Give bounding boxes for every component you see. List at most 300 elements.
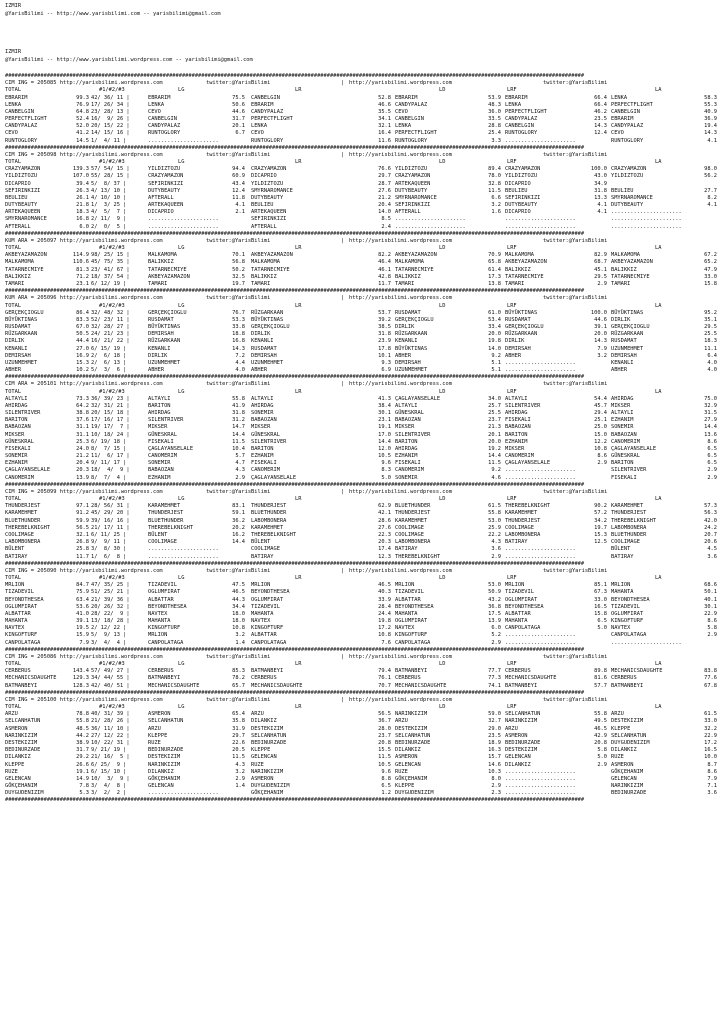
la-value: 6.5 (707, 460, 717, 467)
lrf-name: DEMIRSAH (505, 345, 531, 352)
lr-name: CANBELGIN (251, 94, 280, 101)
horse-name: OGLUMFIRAT (5, 603, 38, 610)
lr-value: 23.7 (378, 732, 391, 739)
placings: 4/ 13/ 10 | (91, 187, 127, 194)
horse-name: CRAZYAMAZON (5, 166, 41, 173)
la-name: CRAZYAMAZON (611, 166, 647, 173)
ld-value: 53.0 (488, 582, 501, 589)
total-score: 21.8 (76, 202, 89, 209)
lg-value: 16.2 (232, 532, 245, 538)
la-value: 58.3 (704, 94, 717, 101)
lr-name: YILDIZTOZU (251, 180, 284, 187)
ld-value: 19.2 (488, 445, 501, 452)
la-name: KENANLI (611, 359, 634, 366)
lg-name: FISEKALI (148, 438, 174, 445)
lg-value: 14.4 (232, 539, 245, 546)
lrf-value: 54.4 (594, 395, 607, 402)
lr-name: LABOMBONERA (251, 517, 287, 524)
lr-name: CANOMERIM (251, 467, 280, 474)
blog-url: http://yarisbilimi.wordpress.com (349, 295, 452, 302)
lrf-name: DICAPRIO (505, 180, 531, 187)
ld-value: 6.6 (491, 194, 501, 201)
total-score: 44.4 (76, 338, 89, 345)
ld-name: SELCANHATUN (395, 732, 431, 739)
lr-name: MALKAMOMA (251, 259, 280, 266)
lr-value: 30.1 (378, 410, 391, 417)
table-row (5, 102, 717, 109)
lr-value: 23.1 (378, 417, 391, 424)
lg-value: 18.0 (232, 618, 245, 625)
lr-value: 15.5 (378, 747, 391, 754)
lrf-value: 15.3 (594, 532, 607, 538)
la-value: 30.1 (704, 603, 717, 610)
lr-value: 23.9 (378, 338, 391, 345)
lr-name: BÜYÜKTINAS (251, 316, 284, 323)
lr-value: 38.5 (378, 324, 391, 331)
lrf-name: BEULIEU (505, 187, 528, 194)
horse-name: AHIRDAG (5, 402, 28, 409)
lg-name: TAMARI (148, 280, 168, 287)
placings: 17/ 16/ 17 | (91, 417, 130, 424)
total-score: 143.4 (72, 668, 89, 675)
horse-name: BLUETHUNDER (5, 517, 41, 524)
table-row (5, 582, 717, 589)
lr-name: MRLION (251, 582, 271, 589)
horse-name: PERFECTFLIGHT (5, 116, 47, 123)
lg-name: CERBERUS (148, 668, 174, 675)
lr-name: DUYGUDENIZIM (251, 783, 290, 790)
horse-name: RUZE (5, 768, 18, 775)
la-name: CANPOLATAGA (611, 632, 647, 639)
lrf-name: ...................... (505, 632, 576, 639)
horse-name: GÜNESKRAL (5, 438, 34, 445)
placings: 2/ 6/ 13 | (91, 359, 127, 366)
lg-value: 10.4 (232, 445, 245, 452)
lr-name: BEDINURZADE (251, 739, 287, 746)
ld-value: 1.6 (491, 209, 501, 216)
blog-url: http://yarisbilimi.wordpress.com (349, 567, 452, 574)
lg-value: 3.2 (235, 768, 245, 775)
lr-name: SEFIRINKIZI (251, 216, 287, 223)
lg-value: 65.4 (232, 711, 245, 718)
lrf-name: GERÇEKÇIOGLU (505, 324, 544, 331)
col-lg: LG (178, 87, 185, 94)
la-value: 83.8 (704, 668, 717, 675)
lg-value: 31.7 (232, 116, 245, 123)
twitter-handle: twitter:@YarisBilimi (206, 295, 271, 302)
horse-name: BEULIEU (5, 194, 28, 201)
column-headers (5, 661, 717, 668)
la-name: KLEPPE (611, 725, 631, 732)
lr-value: 20.4 (378, 202, 391, 209)
col-ld: LD (439, 388, 446, 395)
race-block-8 (5, 697, 717, 797)
horse-name: YILDIZTOZU (5, 173, 38, 180)
horse-name: DIRLIK (5, 338, 25, 345)
lrf-value: 68.7 (594, 259, 607, 266)
ld-name: RUNTOGLORY (395, 137, 428, 144)
lrf-name: MIKSER (505, 445, 525, 452)
placings: 3/ 8/ 30 | (91, 546, 127, 553)
col-total: TOTAL (5, 496, 22, 503)
col-la: LA (655, 575, 662, 582)
ld-value: 16.3 (488, 747, 501, 754)
horse-name: BATMANBEYI (5, 682, 38, 689)
lr-name: DILANKIZ (251, 718, 277, 725)
total-score: 38.8 (76, 410, 89, 417)
race-code: CIM ING = 205099 http://yarisbilimi.wordpress.com (5, 488, 163, 495)
blog-url: http://yarisbilimi.wordpress.com (349, 381, 452, 388)
lrf-value: 12.4 (594, 130, 607, 137)
separator-bar: | (341, 295, 345, 302)
separator-line (5, 73, 717, 80)
blog-url: http://yarisbilimi.wordpress.com (349, 237, 452, 244)
table-row (5, 331, 717, 338)
col-order: #1/#2/#3 (99, 575, 125, 582)
lg-name: CRAZYAMAZON (148, 173, 184, 180)
lr-name: RUNTOGLORY (251, 137, 284, 144)
lrf-value: 100.0 (590, 166, 607, 173)
horse-name: UZUNMEHMET (5, 359, 38, 366)
lrf-name: EBRARIM (505, 94, 528, 101)
lr-value: 11.7 (378, 280, 391, 287)
lr-value: 22.3 (378, 532, 391, 538)
la-name: ...................... (611, 216, 682, 223)
lrf-value: 66.4 (594, 94, 607, 101)
placings: 21/ 16/ 5 | (91, 754, 130, 761)
table-row (5, 589, 717, 596)
lr-name: BATMANBEYI (251, 668, 284, 675)
horse-name: BÜLENT (5, 546, 25, 553)
column-headers (5, 389, 717, 396)
lrf-name: DILANKIZ (505, 761, 531, 768)
ld-value: 14.4 (488, 453, 501, 460)
ld-value: 5.2 (491, 632, 501, 639)
lg-name: CANOMERIM (148, 453, 177, 460)
lg-name: SILENTRIVER (148, 417, 184, 424)
placings: 1/ 6/ 8 | (91, 553, 127, 560)
la-name: MRLION (611, 582, 631, 589)
lrf-value: 85.1 (594, 582, 607, 589)
ld-name: BABAOZAN (395, 417, 421, 424)
separator-hashes: #################################################################################################################################################################################### (5, 797, 585, 804)
table-row (5, 173, 717, 180)
lr-value: 9.6 (381, 768, 391, 775)
horse-name: BABAOZAN (5, 424, 31, 431)
total-score: 114.9 (72, 252, 89, 259)
placings: 21/ 39/ 36 | (91, 596, 130, 603)
ld-value: 65.8 (488, 259, 501, 266)
table-row (5, 123, 717, 130)
horse-name: NAVTEX (5, 625, 25, 632)
lrf-value: 2.9 (597, 761, 607, 768)
la-name: CANOMERIM (611, 438, 640, 445)
lr-name: BATIRAY (251, 553, 274, 560)
placings: 6/ 11/ 25 | (91, 532, 127, 538)
twitter-handle: twitter:@YarisBilimi (206, 567, 271, 574)
la-name: BEYONDTHESEA (611, 596, 650, 603)
la-name: BALIKKIZ (611, 266, 637, 273)
table-row (5, 417, 717, 424)
lrf-value: 46.5 (594, 725, 607, 732)
ld-name: ALBATTAR (395, 596, 421, 603)
col-lg: LG (178, 704, 185, 711)
lr-value: 10.1 (378, 352, 391, 359)
ld-value: 4.6 (491, 474, 501, 481)
la-name: GELENCAN (611, 775, 637, 782)
col-total: TOTAL (5, 87, 22, 94)
horse-name: RUNTOGLORY (5, 137, 38, 144)
la-value: 42.0 (704, 517, 717, 524)
lr-value: 62.9 (378, 503, 391, 510)
lr-name: BEULIEU (251, 202, 274, 209)
col-total: TOTAL (5, 575, 22, 582)
lr-value: 56.5 (378, 711, 391, 718)
table-row (5, 138, 717, 145)
la-value: 4.0 (707, 367, 717, 374)
lg-value: 14.7 (232, 424, 245, 431)
table-row (5, 762, 717, 769)
col-lr: LR (295, 704, 302, 711)
placings: 8/ 7/ 15 | (91, 445, 127, 452)
ld-value: 25.9 (488, 524, 501, 531)
total-score: 91.2 (76, 510, 89, 517)
horse-name: SMYRNAROMANCE (5, 216, 47, 223)
column-headers (5, 496, 717, 503)
ld-value: 9.2 (491, 467, 501, 474)
la-name: NAVTEX (611, 625, 631, 632)
la-name: AKBEYAZAMAZON (611, 259, 653, 266)
col-order: #1/#2/#3 (99, 661, 125, 668)
lr-name: GÖKÇEHANIM (251, 790, 284, 797)
ld-value: 89.4 (488, 166, 501, 173)
lr-value: 40.3 (378, 589, 391, 596)
lr-name: BABAOZAN (251, 417, 277, 424)
lr-name: TIZADEVIL (251, 603, 280, 610)
race-block-5 (5, 489, 717, 561)
table-row (5, 252, 717, 259)
lg-value: 20.1 (232, 123, 245, 130)
ld-value: 17.3 (488, 273, 501, 280)
ld-value: 22.2 (488, 532, 501, 538)
ld-name: ASMERON (395, 754, 418, 761)
ld-name: CRAZYAMAZON (395, 173, 431, 180)
placings: 3/ 2/ 2 | (91, 790, 127, 797)
lg-name: RUZE (148, 739, 161, 746)
table-row (5, 740, 717, 747)
placings: 36/ 39/ 23 | (91, 395, 130, 402)
lrf-name: OGLUMFIRAT (505, 596, 538, 603)
la-name: LENKA (611, 94, 628, 101)
lr-name: GÜNESKRAL (251, 431, 280, 438)
placings: 6/ 15/ 19 | (91, 345, 127, 352)
la-value: 55.3 (704, 101, 717, 108)
table-row (5, 453, 717, 460)
ld-name: ALTAYLI (395, 402, 418, 409)
ld-value: 2.9 (491, 783, 501, 790)
col-lrf: LRF (507, 302, 517, 309)
lr-name: SONEMIR (251, 410, 274, 417)
table-row (5, 747, 717, 754)
separator-line (5, 374, 717, 381)
ld-value: 5.1 (491, 367, 501, 374)
lg-value: 53.3 (232, 316, 245, 323)
placings: 6/ 19/ 18 | (91, 438, 127, 445)
total-score: 29.2 (76, 754, 89, 761)
horse-name: KENANLI (5, 345, 28, 352)
lrf-name: CANBELGIN (505, 123, 534, 130)
lrf-value: 31.8 (594, 187, 607, 194)
ld-value: 3.2 (491, 202, 501, 209)
la-value: 8.7 (707, 761, 717, 768)
ld-value: 13.9 (488, 618, 501, 625)
ld-name: KLEPPE (395, 783, 415, 790)
lrf-value: 33.0 (594, 596, 607, 603)
ld-value: 20.1 (488, 431, 501, 438)
col-order: #1/#2/#3 (99, 159, 125, 166)
ld-name: MECHANICSDAUGHTE (395, 682, 447, 689)
lg-value: 83.1 (232, 503, 245, 510)
lg-name: YILDIZTOZU (148, 166, 181, 173)
lr-value: 46.1 (378, 266, 391, 273)
la-value: 17.2 (704, 739, 717, 746)
placings: 14/ 15/ 16 | (91, 130, 130, 137)
lrf-value: 89.8 (594, 668, 607, 675)
lr-name: MIKSER (251, 424, 271, 431)
col-lrf: LRF (507, 159, 517, 166)
placings: 10/ 18/ 24 | (91, 431, 130, 438)
col-lr: LR (295, 661, 302, 668)
la-value: 57.3 (704, 503, 717, 510)
table-row (5, 281, 717, 288)
lrf-name: MRLION (505, 582, 525, 589)
separator-bar: | (341, 237, 345, 244)
la-name: THEREBELKNIGHT (611, 517, 657, 524)
lr-value: 31.8 (378, 331, 391, 338)
separator-bar: | (341, 80, 345, 87)
horse-name: DICAPRIO (5, 180, 31, 187)
lr-value: 10.8 (378, 632, 391, 639)
ld-name: KINGOFTURF (395, 632, 428, 639)
lrf-name: SELCANHATUN (505, 711, 541, 718)
lg-name: KINGOFTURF (148, 625, 181, 632)
lg-name: KENANLI (148, 345, 171, 352)
separator-hashes: #################################################################################################################################################################################### (5, 374, 585, 381)
ld-value: 21.3 (488, 424, 501, 431)
race-block-1 (5, 152, 717, 231)
horse-name: NARINKIZIM (5, 732, 38, 739)
lrf-name: RÜZGARKAAN (505, 331, 538, 338)
placings: 6/ 15/ 10 | (91, 768, 127, 775)
la-name: ...................... (611, 639, 682, 646)
lr-name: GERÇEKÇIOGLU (251, 324, 290, 331)
lg-name: ...................... (148, 216, 219, 223)
lg-value: 36.2 (232, 517, 245, 524)
lrf-value: 2.9 (597, 460, 607, 467)
lr-name: AKBEYAZAMAZON (251, 252, 293, 259)
ld-name: MRLION (395, 582, 415, 589)
la-name: DIRLIK (611, 316, 631, 323)
ld-name: FISEKALI (395, 460, 421, 467)
lr-name: NARINKIZIM (251, 768, 284, 775)
lr-name: LENKA (251, 123, 268, 130)
table-row (5, 116, 717, 123)
lr-name: SILENTRIVER (251, 438, 287, 445)
ld-value: 61.0 (488, 309, 501, 316)
lr-value: 27.6 (378, 187, 391, 194)
lr-name: BARITON (251, 445, 274, 452)
col-lrf: LRF (507, 388, 517, 395)
lrf-value: 55.8 (594, 711, 607, 718)
lrf-value: 6.5 (597, 618, 607, 625)
race-code: CIM ARA = 205101 http://yarisbilimi.wordpress.com (5, 381, 163, 388)
total-score: 20.4 (76, 460, 89, 467)
table-row (5, 675, 717, 682)
placings: 42/ 36/ 11 | (91, 94, 130, 101)
table-row (5, 467, 717, 474)
lr-name: ABHER (251, 367, 268, 374)
total-score: 128.3 (72, 682, 89, 689)
twitter-handle: twitter:@YarisBilimi (543, 80, 608, 87)
ld-name: UZUNMEHMET (395, 367, 428, 374)
la-name: GERÇEKÇIOGLU (611, 324, 650, 331)
lg-value: 11.5 (232, 754, 245, 761)
ld-value: 20.0 (488, 438, 501, 445)
lg-value: 33.8 (232, 324, 245, 331)
ld-value: 61.4 (488, 266, 501, 273)
col-lg: LG (178, 302, 185, 309)
la-value: 40.1 (704, 596, 717, 603)
lg-value: 19.7 (232, 280, 245, 287)
col-la: LA (655, 302, 662, 309)
table-row (5, 166, 717, 173)
lr-value: 17.0 (378, 431, 391, 438)
placings: 20/ 15/ 22 | (91, 123, 130, 130)
lr-name: FISEKALI (251, 460, 277, 467)
table-row (5, 618, 717, 625)
lr-value: 35.5 (378, 108, 391, 115)
lg-value: 31.8 (232, 410, 245, 417)
table-row (5, 769, 717, 776)
ld-value: 5.1 (491, 359, 501, 366)
race-block-3 (5, 295, 717, 374)
race-header (5, 654, 717, 661)
lg-name: ALBATTAR (148, 596, 174, 603)
lrf-name: DUTYBEAUTY (505, 202, 538, 209)
lg-value: 2.1 (235, 209, 245, 216)
la-value: 67.8 (704, 682, 717, 689)
lr-value: 39.2 (378, 316, 391, 323)
la-value: 35.1 (704, 316, 717, 323)
lg-value: 85.3 (232, 668, 245, 675)
ld-value: 53.9 (488, 94, 501, 101)
total-score: 15.3 (76, 359, 89, 366)
la-value: 56.3 (704, 510, 717, 517)
lg-name: MECHANICSDAUGHTE (148, 682, 200, 689)
la-value: 36.9 (704, 116, 717, 123)
placings: 3/ 4/ 4 | (91, 639, 127, 646)
lr-value: 32.1 (378, 123, 391, 130)
lg-name: MIKSER (148, 424, 168, 431)
horse-name: MIKSER (5, 431, 25, 438)
ld-name: BEYONDTHESEA (395, 603, 434, 610)
placings: 9/ 21/ 19 | (91, 747, 127, 754)
lg-name: EBRARIM (148, 94, 171, 101)
separator-bar: | (341, 696, 345, 703)
lg-value: 20.2 (232, 524, 245, 531)
total-score: 41.2 (76, 130, 89, 137)
ld-value: 36.0 (488, 108, 501, 115)
